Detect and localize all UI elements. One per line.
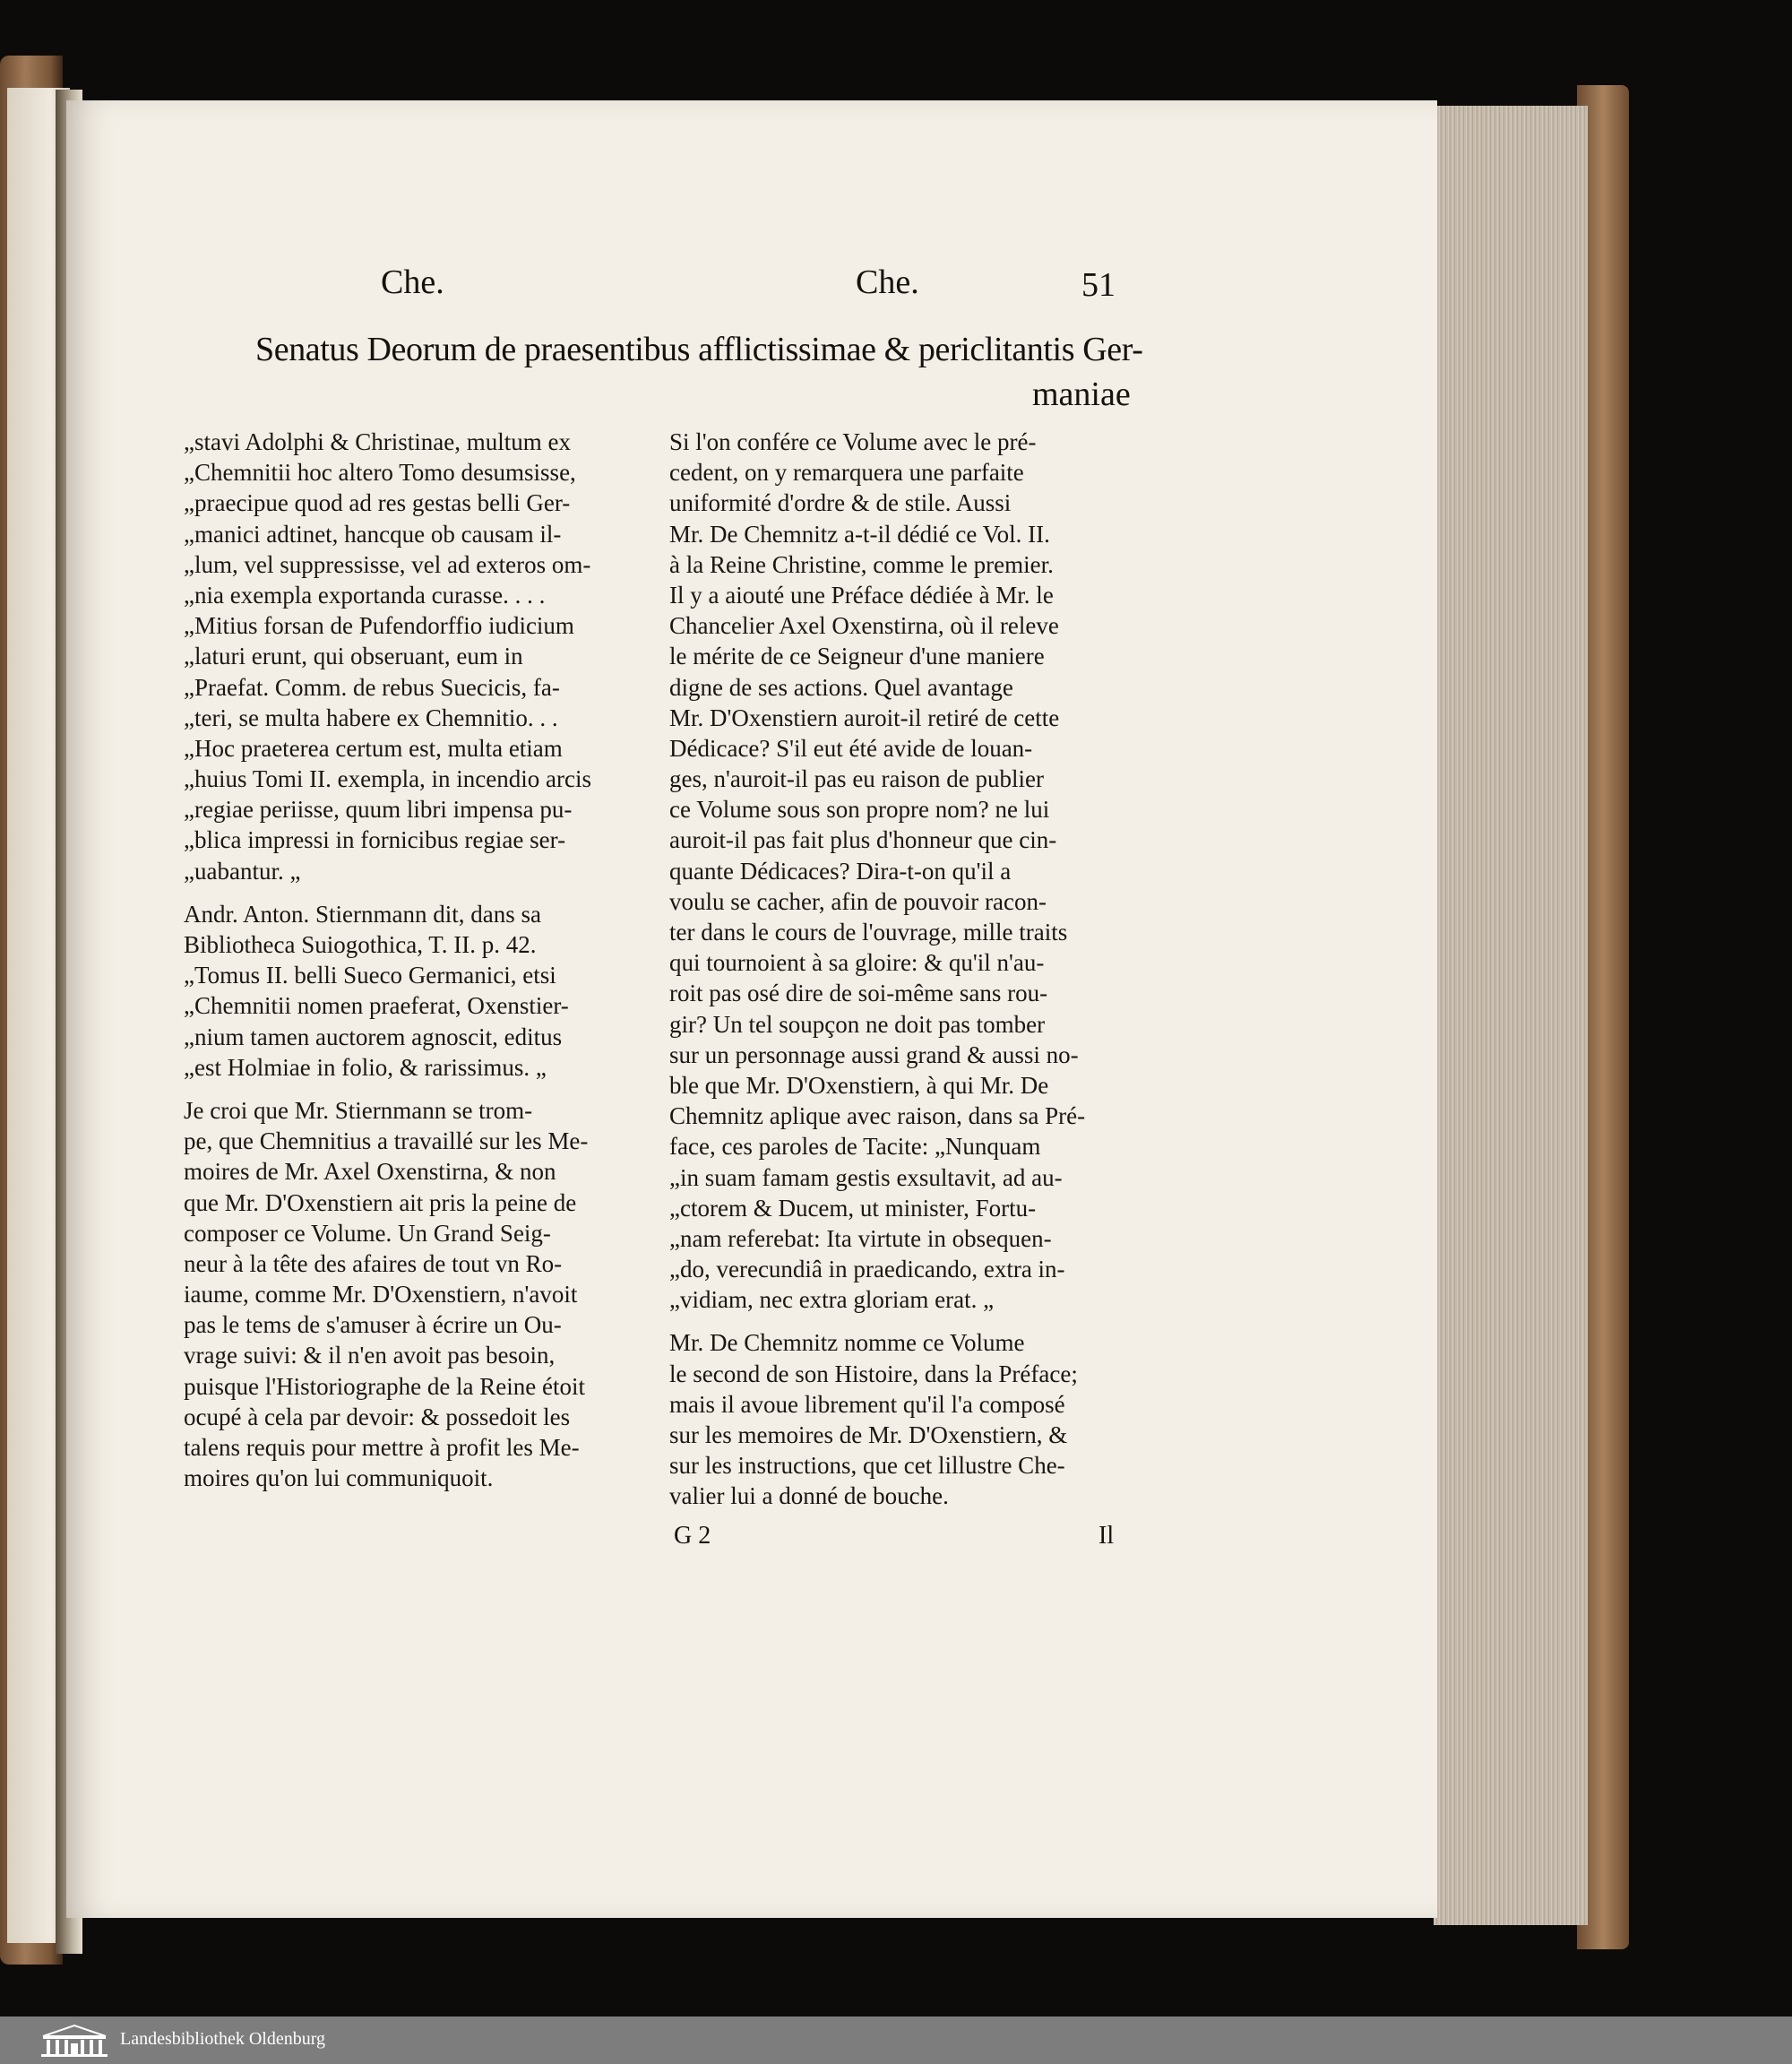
right-column-text-line: valier lui a donné de bouche. (669, 1482, 949, 1510)
left-column-text-line: „nia exempla exportanda curasse. . . . (184, 581, 546, 609)
right-column-text-line: ble que Mr. D'Oxenstiern, à qui Mr. De (669, 1071, 1049, 1099)
left-column-text-line: „est Holmiae in folio, & rarissimus. „ (184, 1053, 547, 1081)
left-column-text-line: „teri, se multa habere ex Chemnitio. . . (184, 704, 558, 731)
right-column-text-line: „in suam famam gestis exsultavit, ad au- (669, 1163, 1063, 1191)
left-column-text-line: ocupé à cela par devoir: & possedoit les (184, 1403, 571, 1430)
left-column-text-line: Bibliotheca Suiogothica, T. II. p. 42. (184, 931, 537, 958)
left-column-text-line: neur à la tête des afaires de tout vn Ro- (184, 1249, 563, 1277)
left-column-text-line: iaume, comme Mr. D'Oxenstiern, n'avoit (184, 1281, 578, 1308)
left-column-text-line: „manici adtinet, hancque ob causam il- (184, 520, 562, 548)
right-column-paragraph-gap (669, 1315, 1122, 1327)
right-column-text-line: gir? Un tel soupçon ne doit pas tomber (669, 1010, 1046, 1038)
left-column-text-line: „huius Tomi II. exempla, in incendio arcis (184, 765, 591, 793)
left-column-text-line: „regiae periisse, quum libri impensa pu- (184, 796, 573, 824)
right-column-text-line: face, ces paroles de Tacite: „Nunquam (669, 1133, 1041, 1161)
right-column-text-line: „do, verecundiâ in praedicando, extra in- (669, 1256, 1065, 1283)
right-column-text-line: auroit-il pas fait plus d'honneur que cin- (669, 826, 1057, 854)
signature-mark: G 2 (674, 1522, 711, 1550)
right-column-text-line: qui tournoient à sa gloire: & qu'il n'au- (669, 949, 1045, 977)
left-column-text-line: „Chemnitii hoc altero Tomo desumsisse, (184, 459, 576, 487)
page-number: 51 (1081, 266, 1116, 304)
right-column-text-line: cedent, on y remarquera une parfaite (669, 459, 1024, 487)
right-column-text-line: Mr. De Chemnitz nomme ce Volume (669, 1329, 1025, 1357)
right-column-text-line: Chemnitz aplique avec raison, dans sa Pré- (669, 1102, 1086, 1130)
right-column-text-line: Dédicace? S'il eut été avide de louan- (669, 734, 1033, 762)
right-column-text-line: ter dans le cours de l'ouvrage, mille traits (669, 919, 1068, 946)
left-column-text-line: vrage suivi: & il n'en avoit pas besoin, (184, 1342, 556, 1369)
right-column-text-line: sur les instructions, que cet lillustre Che- (669, 1452, 1065, 1480)
right-column-text-line: Mr. D'Oxenstiern auroit-il retiré de cette (669, 704, 1060, 731)
right-column-text-line: le second de son Histoire, dans la Préface; (669, 1360, 1078, 1387)
left-column-text-line: „blica impressi in fornicibus regiae ser- (184, 826, 566, 854)
footer-label: Landesbibliothek Oldenburg (120, 2029, 326, 2049)
left-column-text-line: „lum, vel suppressisse, vel ad exteros om- (184, 550, 591, 578)
left-column-text-line: pe, que Chemnitius a travaillé sur les Me- (184, 1127, 589, 1155)
right-column-text-line: à la Reine Christine, comme le premier. (669, 550, 1054, 578)
right-column-text-line: quante Dédicaces? Dira-t-on qu'il a (669, 857, 1012, 885)
left-column-text-line: „Mitius forsan de Pufendorffio iudicium (184, 612, 574, 640)
entry-title-line-1: Senatus Deorum de praesentibus afflictissimae & periclitantis Ger- (255, 331, 1143, 368)
left-column (184, 427, 641, 1493)
left-column-text-line: „laturi erunt, qui obseruant, eum in (184, 643, 523, 670)
right-column-text-line: uniformité d'ordre & de stile. Aussi (669, 489, 1012, 517)
left-column-text-line: talens requis pour mettre à profit les Me- (184, 1434, 580, 1461)
left-column-text-line: „stavi Adolphi & Christinae, multum ex (184, 428, 571, 455)
left-column-text-line: Andr. Anton. Stiernmann dit, dans sa (184, 900, 541, 928)
right-column-text-line: ges, n'auroit-il pas eu raison de publier (669, 765, 1044, 793)
right-column-text-line: „ctorem & Ducem, ut minister, Fortu- (669, 1194, 1037, 1222)
running-head-left: Che. (381, 263, 444, 301)
right-column (669, 427, 1122, 1512)
right-column-text-line: Il y a aiouté une Préface dédiée à Mr. le (669, 581, 1054, 609)
right-column-text-line: mais il avoue librement qu'il l'a composé (669, 1390, 1065, 1418)
left-column-text-line: „Chemnitii nomen praeferat, Oxenstier- (184, 992, 569, 1020)
right-column-text-line: Si l'on confére ce Volume avec le pré- (669, 428, 1037, 455)
right-column-text-line: sur les memoires de Mr. D'Oxenstiern, & (669, 1421, 1068, 1448)
library-building-icon (39, 2024, 109, 2058)
left-column-text-line: „uabantur. „ (184, 857, 301, 885)
left-column-text-line: Je croi que Mr. Stiernmann se trom- (184, 1096, 533, 1124)
left-column-text-line: „Hoc praeterea certum est, multa etiam (184, 734, 563, 762)
right-column-text-line: „nam referebat: Ita virtute in obsequen- (669, 1224, 1052, 1252)
catchword: Il (1098, 1522, 1115, 1550)
right-column-text-line: Mr. De Chemnitz a-t-il dédié ce Vol. II. (669, 520, 1050, 548)
right-column-text-line: sur un personnage aussi grand & aussi no- (669, 1041, 1079, 1068)
left-column-text-line: composer ce Volume. Un Grand Seig- (184, 1219, 551, 1247)
right-column-text-line: „vidiam, nec extra gloriam erat. „ (669, 1286, 995, 1314)
left-column-text-line: „praecipue quod ad res gestas belli Ger- (184, 489, 571, 517)
right-column-text-line: Chancelier Axel Oxenstirna, où il releve (669, 612, 1059, 640)
left-column-text-line: moires qu'on lui communiquoit. (184, 1464, 494, 1492)
footer-bar (0, 2017, 1792, 2064)
right-column-text-line: voulu se cacher, afin de pouvoir racon- (669, 887, 1047, 915)
left-column-text-line: „Tomus II. belli Sueco Germanici, etsi (184, 962, 556, 989)
left-column-text-line: que Mr. D'Oxenstiern ait pris la peine de (184, 1188, 577, 1216)
right-column-text-line: roit pas osé dire de soi-même sans rou- (669, 980, 1048, 1007)
right-column-text-line: le mérite de ce Seigneur d'une maniere (669, 643, 1045, 670)
running-head-right: Che. (856, 263, 919, 301)
left-column-text-line: pas le tems de s'amuser à écrire un Ou- (184, 1311, 562, 1339)
left-column-text-line: „nium tamen auctorem agnoscit, editus (184, 1023, 563, 1050)
right-column-text-line: digne de ses actions. Quel avantage (669, 673, 1013, 701)
right-column-text-line: ce Volume sous son propre nom? ne lui (669, 796, 1050, 824)
left-column-text-line: moires de Mr. Axel Oxenstirna, & non (184, 1158, 556, 1186)
left-column-text-line: puisque l'Historiographe de la Reine étoit (184, 1372, 586, 1400)
left-column-text-line: „Praefat. Comm. de rebus Suecicis, fa- (184, 673, 560, 701)
left-column-paragraph-gap (184, 886, 641, 899)
page-edges (1434, 106, 1588, 1925)
entry-title-line-2: maniae (1032, 376, 1131, 413)
left-column-paragraph-gap (184, 1083, 641, 1095)
